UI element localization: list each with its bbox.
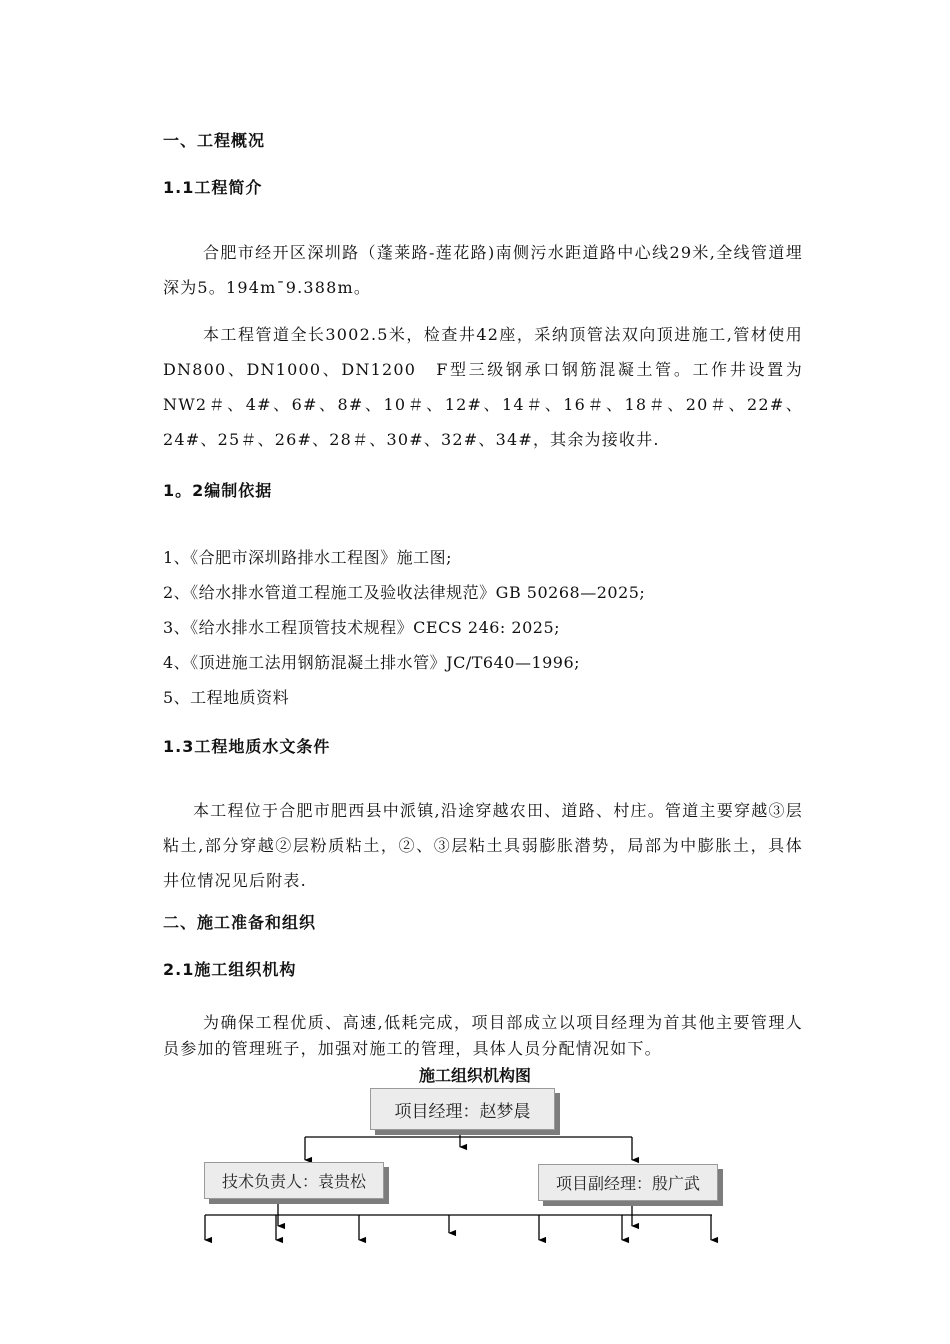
- section-1-1-title: 1.1工程简介: [163, 178, 263, 197]
- deputy-manager-box: 项目副经理：殷广武: [538, 1164, 718, 1201]
- reference-item: 2、《给水排水管道工程施工及验收法律规范》GB 50268—2025;: [163, 583, 646, 602]
- section-1-2-title: 1。2编制依据: [163, 481, 273, 500]
- section-2-title: 二、施工准备和组织: [163, 913, 317, 932]
- organization-paragraph: 为确保工程优质、高速,低耗完成，项目部成立以项目经理为首其他主要管理人员参加的管理班子，加强对施工的管理，具体人员分配情况如下。: [163, 1013, 803, 1058]
- geology-paragraph: 本工程位于合肥市肥西县中派镇,沿途穿越农田、道路、村庄。管道主要穿越③层粘土,部分穿越②层粉质粘土，②、③层粘土具弱膨胀潜势，局部为中膨胀土，具体井位情况见后附表.: [163, 801, 803, 890]
- reference-item: 1、《合肥市深圳路排水工程图》施工图;: [163, 548, 453, 567]
- intro-paragraph-2: 本工程管道全长3002.5米，检查井42座，采纳顶管法双向顶进施工,管材使用 DN800、DN1000、DN1200 F型三级钢承口钢筋混凝土管。工作井设置为NW2＃、4#、6#、8#、10＃、12#、14＃、16＃、18＃、20＃、22#、24#、25＃、26#、28＃、30#、32#、34#，其余为接收井.: [163, 325, 803, 449]
- project-manager-box: 项目经理：赵梦晨: [370, 1088, 555, 1130]
- reference-item: 3、《给水排水工程顶管技术规程》CECS 246: 2025;: [163, 618, 561, 637]
- org-chart-title: 施工组织机构图: [418, 1066, 531, 1085]
- section-1-title: 一、工程概况: [163, 131, 266, 150]
- reference-item: 5、工程地质资料: [163, 688, 290, 707]
- reference-item: 4、《顶进施工法用钢筋混凝土排水管》JC/T640—1996;: [163, 653, 581, 672]
- section-1-3-title: 1.3工程地质水文条件: [163, 737, 331, 756]
- intro-paragraph-1: 合肥市经开区深圳路（蓬莱路-莲花路)南侧污水距道路中心线29米,全线管道埋深为5。194m¯9.388m。: [163, 243, 803, 297]
- technical-lead-box: 技术负责人：袁贵松: [204, 1162, 384, 1199]
- section-2-1-title: 2.1施工组织机构: [163, 960, 297, 979]
